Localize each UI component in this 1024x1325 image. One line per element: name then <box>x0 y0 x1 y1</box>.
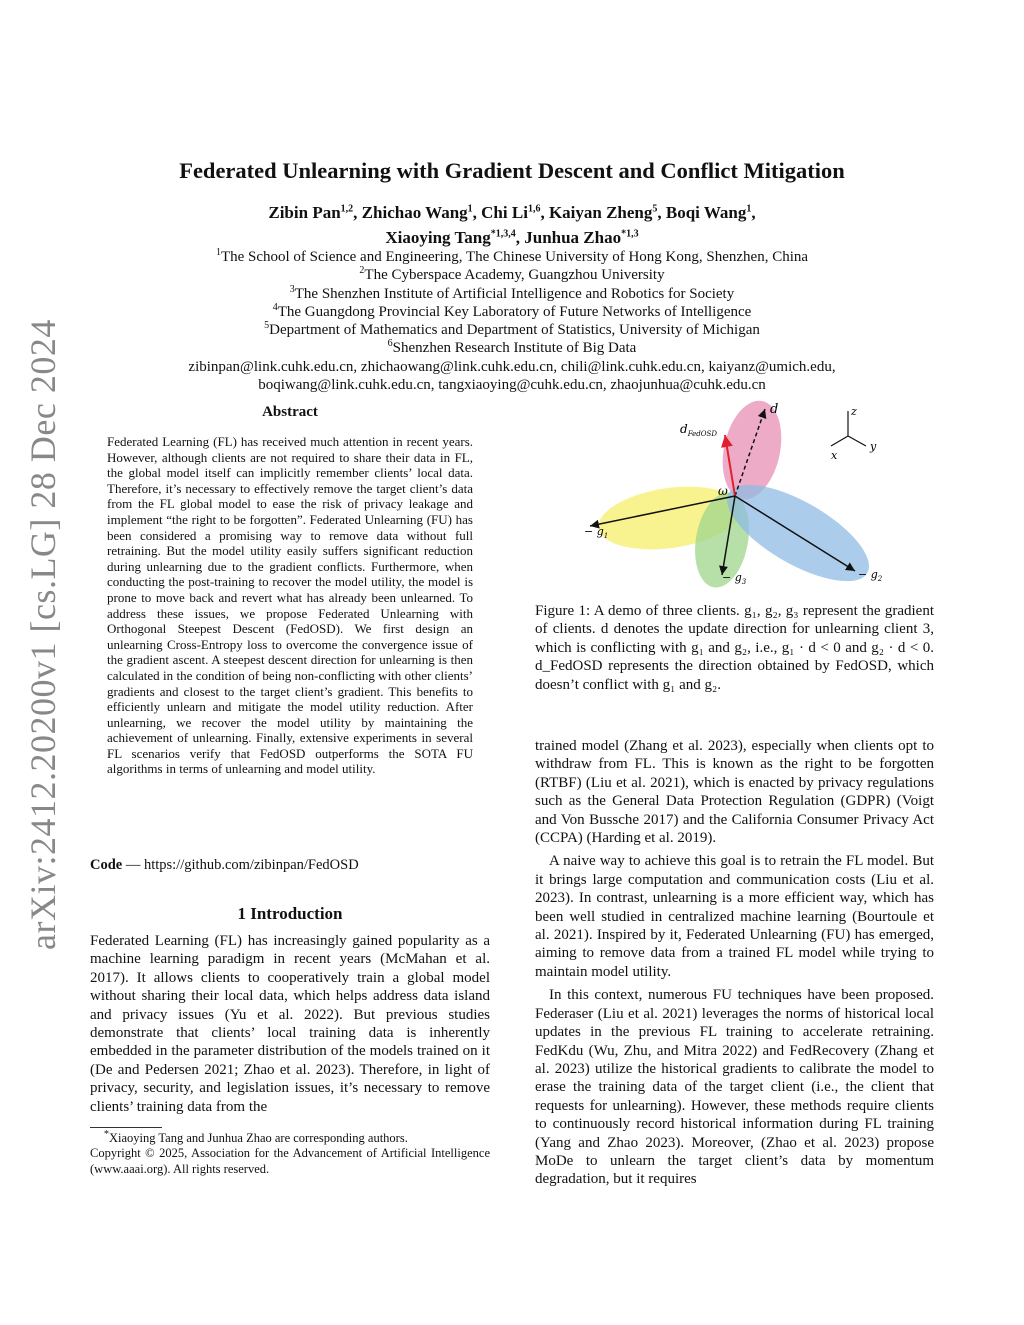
footnote-copyright: Copyright © 2025, Association for the Advancement of Artificial Intelligence (www.aaai.org). All rights reserved. <box>90 1146 490 1176</box>
affiliation-text: The Cyberspace Academy, Guangzhou University <box>364 267 665 284</box>
affiliation-line <box>0 248 1024 266</box>
right-column-text <box>535 737 934 1189</box>
author-affiliation-sup: 1,6 <box>527 203 541 215</box>
author-list <box>0 200 1024 250</box>
label-g1: − $g_1$ <box>584 525 609 540</box>
author-separator: , <box>657 203 666 222</box>
footnote <box>90 1128 490 1177</box>
affiliations <box>0 248 1024 394</box>
affiliation-text: Department of Mathematics and Department of Statistics, University of Michigan <box>269 322 760 339</box>
affiliation-sup: 6 <box>387 338 393 350</box>
label-omega: ω <box>718 484 728 498</box>
abstract-heading: Abstract <box>262 404 318 420</box>
author-name: Zhichao Wang <box>361 203 468 222</box>
axis-x-label: x <box>831 449 838 462</box>
affiliation-text: The Shenzhen Institute of Artificial Intelligence and Robotics for Society <box>294 285 735 302</box>
code-label: Code <box>90 857 123 873</box>
paper-title: Federated Unlearning with Gradient Descent and Conflict Mitigation <box>179 158 845 183</box>
author-separator: , <box>515 228 525 247</box>
figure-1-caption: Figure 1: A demo of three clients. g₁, g₂, g₃ represent the gradient of clients. d denotes the update direction for unlearning client 3, which is conflicting with g₁ and g₂, i.e., g₁ · d < 0 and g₂ · d < 0. d_FedOSD represents the direction obtained by FedOSD, which doesn’t conflict with g₁ and g₂. <box>535 603 934 693</box>
code-url-link[interactable]: https://github.com/zibinpan/FedOSD <box>143 857 359 873</box>
ellipse-group <box>595 395 883 599</box>
right-paragraph-2: A naive way to achieve this goal is to retrain the FL model. But it brings large computation and communication costs (Liu et al. 2023). In contrast, unlearning is a more efficient way, which has been well studied in centralized machine learning (Bourtoule et al. 2021). Inspired by it, Federated Unlearning (FU) has emerged, aiming to remove data from a trained FL model while trying to maintain model utility. <box>535 853 934 980</box>
author-name: Xiaoying Tang <box>385 228 491 247</box>
axes-gizmo <box>831 405 877 462</box>
label-d: d <box>770 402 779 417</box>
code-line <box>90 857 359 874</box>
affiliation-sup: 4 <box>272 301 278 313</box>
affiliation-sup: 1 <box>215 247 221 258</box>
author-separator: , <box>751 203 756 222</box>
author-name: Boqi Wang <box>665 203 747 222</box>
label-g2: − $g_2$ <box>858 568 883 583</box>
right-paragraph-1: trained model (Zhang et al. 2023), especially when clients opt to withdraw from FL. This is known as the right to be forgotten (RTBF) (Liu et al. 2021), which is enacted by privacy regulations such as the General Data Protection Regulation (GDPR) (Voigt and Von Bussche 2017) and the California Consumer Privacy Act (CCPA) (Harding et al. 2019). <box>535 738 934 847</box>
footnote-corresponding: *Xiaoying Tang and Junhua Zhao are corresponding authors. <box>104 1128 408 1145</box>
author-affiliation-sup: 5 <box>652 203 658 215</box>
footnote-divider <box>90 1127 162 1128</box>
author-affiliation-sup: *1,3 <box>621 228 639 240</box>
author-name: Chi Li <box>481 203 528 222</box>
code-dash: — <box>122 857 144 873</box>
author-name: Kaiyan Zheng <box>548 203 653 222</box>
affiliation-sup: 2 <box>359 265 365 277</box>
author-name: Junhua Zhao <box>524 228 622 247</box>
affiliation-sup: 3 <box>289 283 295 295</box>
affiliation-line <box>0 339 1024 357</box>
affiliation-sup: 5 <box>264 320 270 332</box>
figure-1-diagram <box>560 393 920 599</box>
affiliation-text: The Guangdong Provincial Key Laboratory of Future Networks of Intelligence <box>277 303 752 320</box>
label-dfedosd: $d_{FedOSD}$ <box>680 422 717 438</box>
author-separator: , <box>472 203 482 222</box>
email-line-2: boqiwang@link.cuhk.edu.cn, tangxiaoying@cuhk.edu.cn, zhaojunhua@cuhk.edu.cn <box>258 377 766 394</box>
affiliation-line <box>0 321 1024 339</box>
author-line-2 <box>0 225 1024 250</box>
introduction-paragraph: Federated Learning (FL) has increasingly gained popularity as a machine learning paradigm in recent years (McMahan et al. 2017). It allows clients to cooperatively train a global model without sharing their local data, which helps address data island and privacy issues (Yu et al. 2022). But previous studies demonstrate that clients’ local training data is inherently embedded in the parameter distribution of the models trained on it (De and Pedersen 2021; Zhao et al. 2023). Therefore, in light of privacy, security, and legislation issues, it’s necessary to remove clients’ training data from the <box>90 933 490 1115</box>
author-line-1 <box>0 200 1024 225</box>
author-affiliation-sup: *1,3,4 <box>490 228 516 240</box>
affiliation-line <box>0 266 1024 284</box>
introduction-heading: 1 Introduction <box>237 904 343 923</box>
affiliation-line <box>0 285 1024 303</box>
arxiv-sidebar-stamp: arXiv:2412.20200v1 [cs.LG] 28 Dec 2024 <box>23 319 63 950</box>
right-paragraph-3: In this context, numerous FU techniques have been proposed. Federaser (Liu et al. 2021) leverages the norms of historical local updates in the previous FL training to accelerate retraining. FedKdu (Wu, Zhu, and Mitra 2022) and FedRecovery (Zhang et al. 2023) utilize the historical gradients to calibrate the model to erase the training data of the target client (i.e., the client that requests for unlearning). However, these methods require clients to continuously record historical information during FL training (Yang and Zhao 2023). Moreover, (Zhao et al. 2023) propose MoDe to unlearn the target client’s data by momentum degradation, but it requires <box>535 987 934 1188</box>
affiliation-text: The School of Science and Engineering, The Chinese University of Hong Kong, Shenzhen, China <box>220 249 809 265</box>
author-affiliation-sup: 1 <box>746 203 752 215</box>
axis-z-label: z <box>851 405 857 418</box>
author-affiliation-sup: 1,2 <box>340 203 354 215</box>
label-g3: − $g_3$ <box>722 571 747 586</box>
author-separator: , <box>540 203 549 222</box>
author-name: Zibin Pan <box>268 203 341 222</box>
email-line-1: zibinpan@link.cuhk.edu.cn, zhichaowang@link.cuhk.edu.cn, chili@link.cuhk.edu.cn, kaiyanz@umich.edu, <box>188 358 836 375</box>
author-separator: , <box>353 203 362 222</box>
affiliation-line <box>0 303 1024 321</box>
affiliation-text: Shenzhen Research Institute of Big Data <box>392 340 637 357</box>
abstract-body: Federated Learning (FL) has received much attention in recent years. However, although clients are not required to share their data in FL, the global model itself can implicitly remember clients’ local data. Therefore, it’s necessary to effectively remove the target client’s data from the FL global model to ease the risk of privacy leakage and implement “the right to be forgotten”. Federated Unlearning (FU) has been considered a promising way to remove data without full retraining. But the model utility easily suffers significant reduction during unlearning due to the gradient conflicts. Furthermore, when conducting the post-training to recover the model utility, the model is prone to move back and revert what has already been unlearned. To address these issues, we propose Federated Unlearning with Orthogonal Steepest Descent (FedOSD). We first design an unlearning Cross-Entropy loss to overcome the convergence issue of the gradient ascent. A steepest descent direction for unlearning is then calculated in the condition of being non-conflicting with other clients’ gradients and closest to the target client’s gradient. This benefits to efficiently unlearn and mitigate the model utility reduction. After unlearning, we recover the model utility by maintaining the achievement of unlearning. Finally, extensive experiments in several FL scenarios verify that FedOSD outperforms the SOTA FU algorithms in terms of unlearning and model utility. <box>107 434 473 777</box>
axis-y-label: y <box>870 440 877 453</box>
author-affiliation-sup: 1 <box>467 203 473 215</box>
